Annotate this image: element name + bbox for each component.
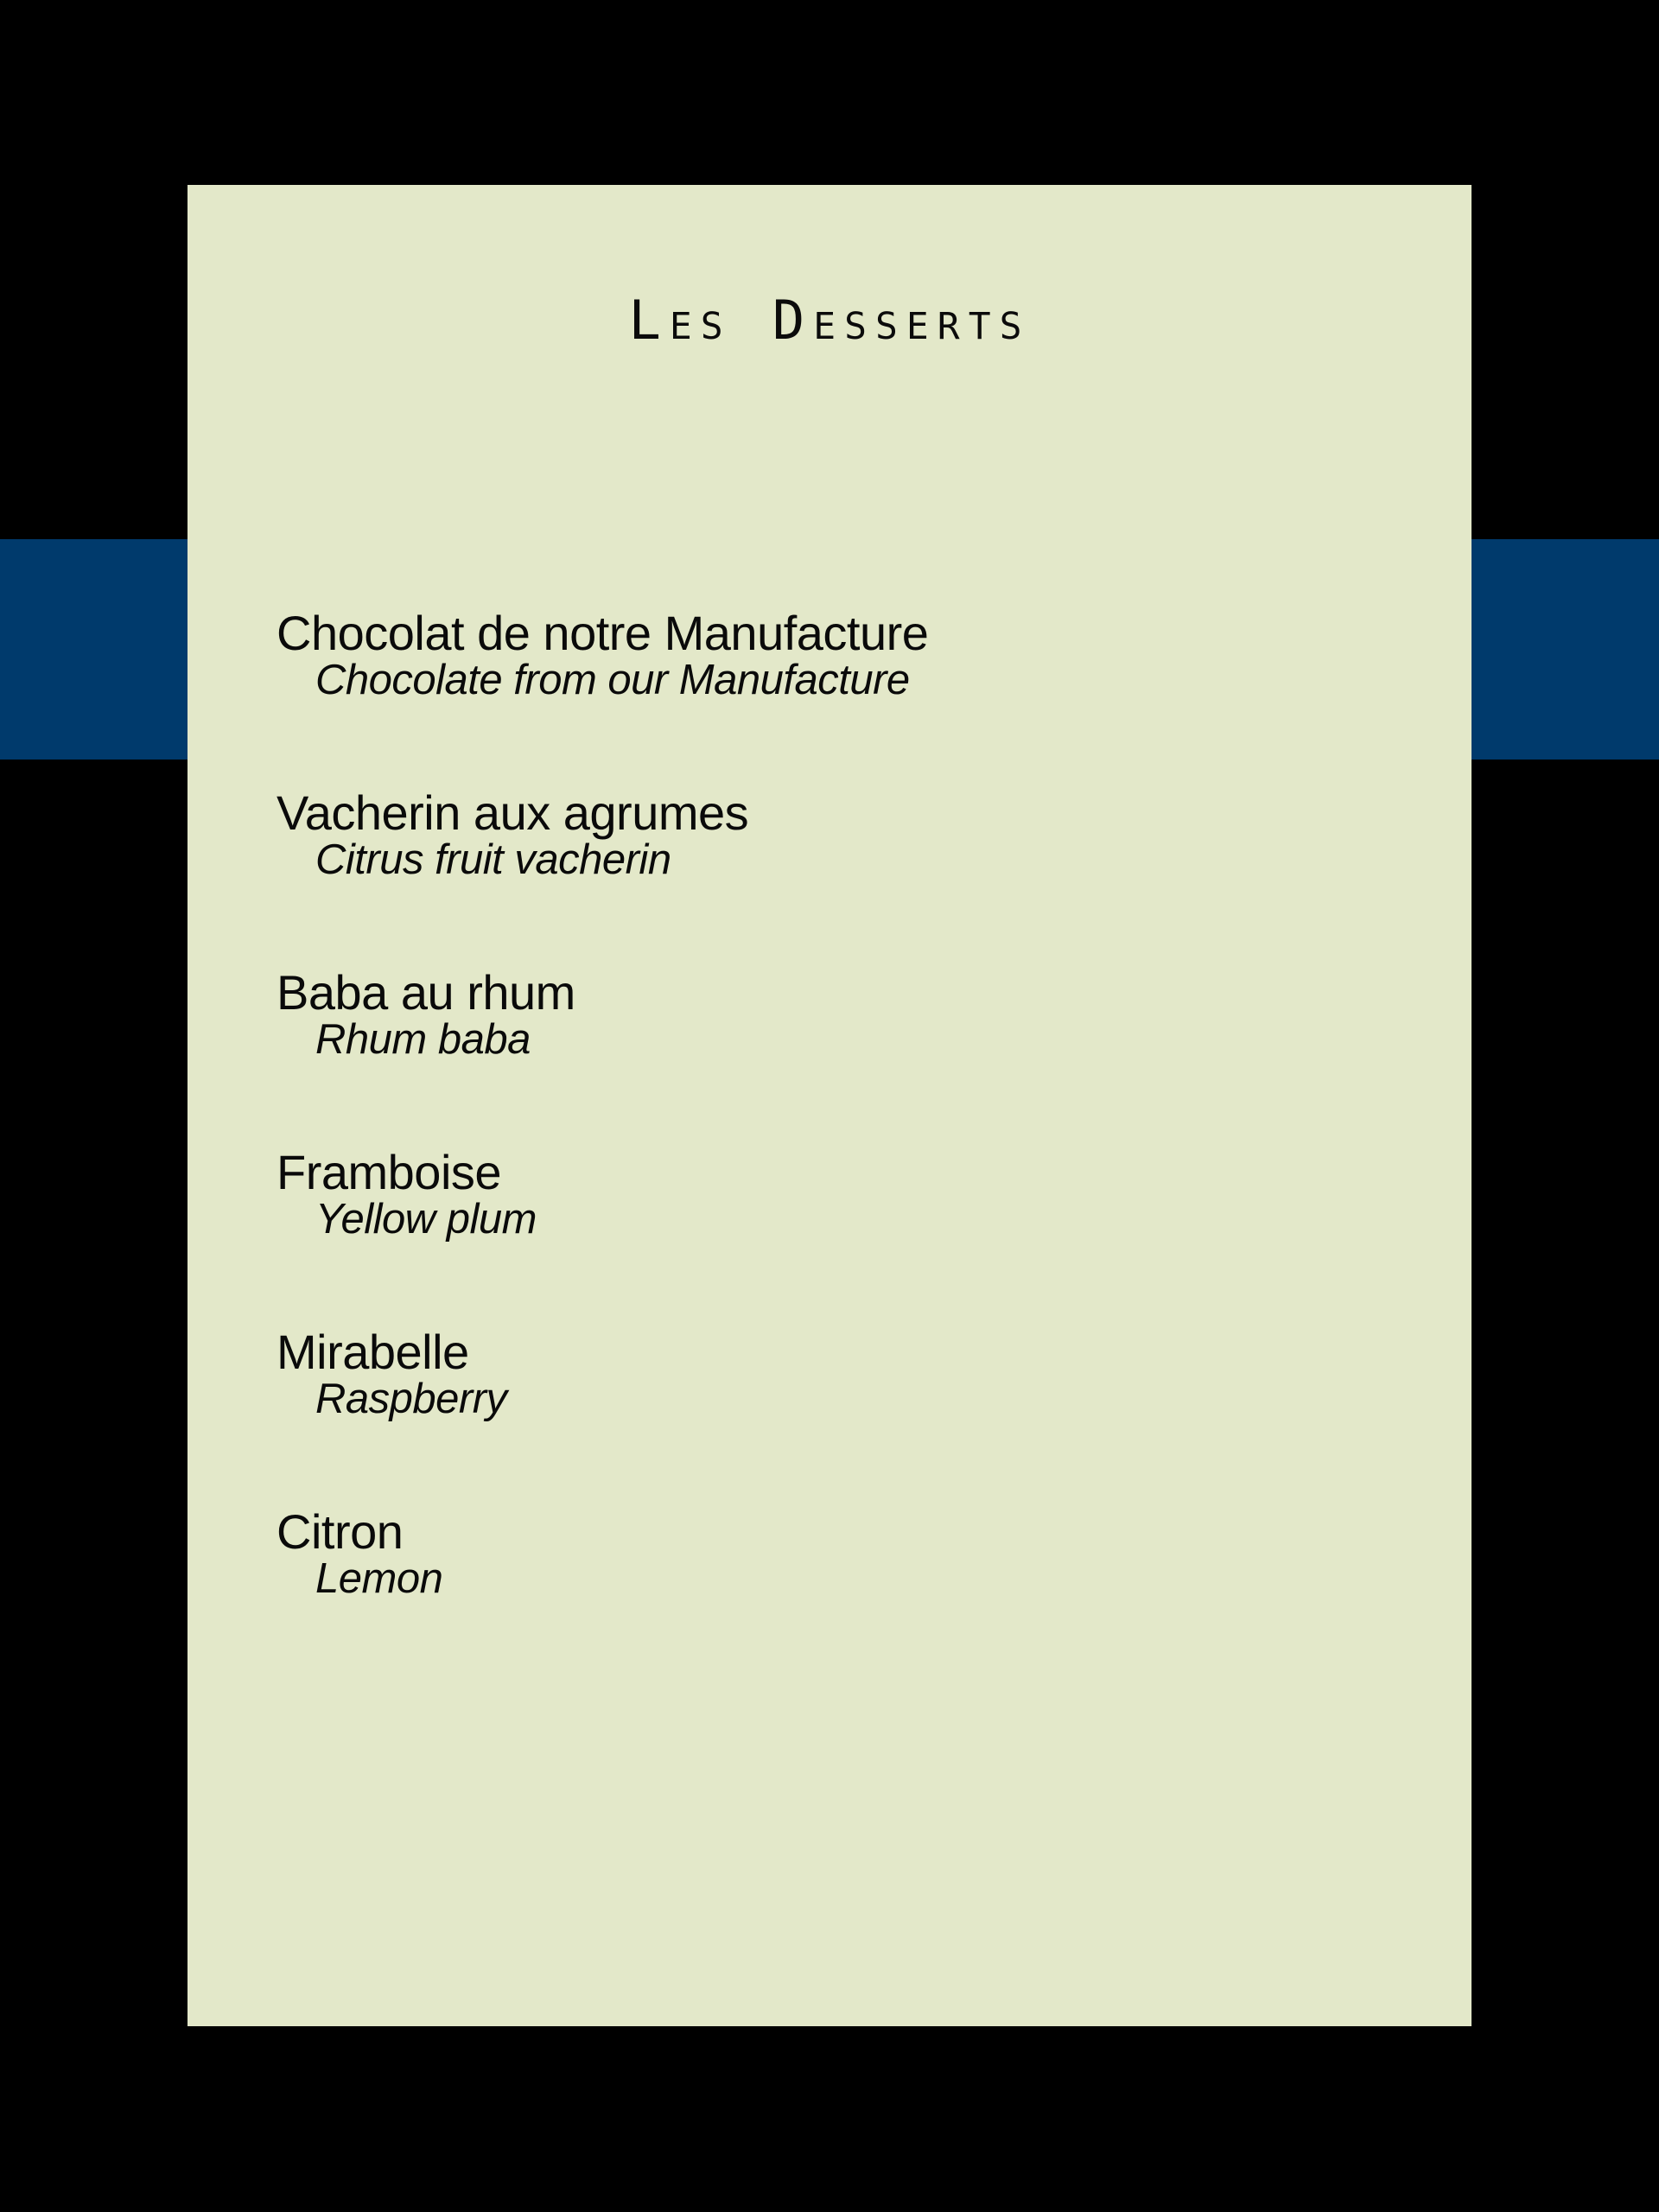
item-name-english: Yellow plum	[315, 1196, 537, 1243]
item-name-french: Chocolat de notre Manufacture	[276, 606, 929, 660]
item-name-english: Lemon	[315, 1555, 443, 1602]
menu-item	[276, 965, 1400, 1147]
menu-item	[276, 785, 1400, 968]
item-name-french: Baba au rhum	[276, 965, 575, 1020]
item-name-french: Vacherin aux agrumes	[276, 785, 749, 840]
menu-item	[276, 1147, 1400, 1327]
item-name-french: Citron	[276, 1504, 404, 1559]
item-name-english: Raspberry	[315, 1376, 507, 1422]
menu-title: Les Desserts	[628, 289, 1031, 352]
dessert-menu-card	[188, 185, 1471, 2026]
item-name-english: Citrus fruit vacherin	[315, 836, 671, 883]
item-name-french: Framboise	[276, 1145, 502, 1199]
item-name-english: Rhum baba	[315, 1016, 531, 1063]
item-name-french: Mirabelle	[276, 1325, 469, 1379]
menu-item	[276, 1327, 1400, 1507]
item-name-english: Chocolate from our Manufacture	[315, 657, 910, 703]
menu-item	[276, 608, 1400, 788]
menu-item	[276, 1504, 1400, 1687]
menu-item-list	[276, 608, 1400, 1687]
